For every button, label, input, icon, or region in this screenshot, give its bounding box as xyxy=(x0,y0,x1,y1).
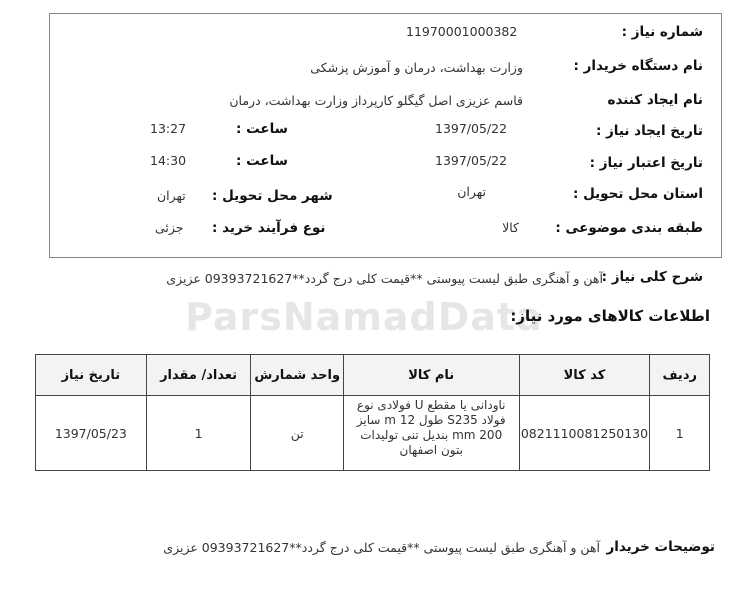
items-table xyxy=(35,354,710,471)
col-header-date: تاریخ نیاز xyxy=(36,355,147,396)
col-header-name: نام کالا xyxy=(343,355,519,396)
valid-time-value: 14:30 xyxy=(150,153,187,168)
summary-label: شرح کلی نیاز : xyxy=(601,269,703,285)
creator-label: نام ایجاد کننده xyxy=(607,92,703,108)
col-header-unit: واحد شمارش xyxy=(251,355,344,396)
valid-date-value: 1397/05/22 xyxy=(435,153,508,168)
cell-name: ناودانی یا مقطع U فولادی نوع فولاد S235 طول 12 m سایز 200 mm بندیل تنی تولیدات بتون اصفهان xyxy=(343,396,519,471)
cell-row-number: 1 xyxy=(650,396,710,471)
valid-time-label: ساعت : xyxy=(236,153,288,169)
creator-value: قاسم عزیزی اصل گیگلو کارپرداز وزارت بهداشت، درمان xyxy=(229,93,523,108)
buyer-value: وزارت بهداشت، درمان و آموزش پزشکی xyxy=(310,60,523,75)
created-time-value: 13:27 xyxy=(150,121,187,136)
need-number-value: 11970001000382 xyxy=(406,24,518,39)
cell-qty: 1 xyxy=(146,396,251,471)
items-section-title: اطلاعات کالاهای مورد نیاز: xyxy=(510,307,710,325)
category-label: طبقه بندی موضوعی : xyxy=(555,220,703,236)
buyer-label: نام دستگاه خریدار : xyxy=(573,58,703,74)
created-date-value: 1397/05/22 xyxy=(435,121,508,136)
cell-unit: تن xyxy=(251,396,344,471)
process-value: جزئی xyxy=(155,220,184,235)
col-header-qty: تعداد/ مقدار xyxy=(146,355,251,396)
process-label: نوع فرآیند خرید : xyxy=(212,220,326,236)
buyer-notes-label: توضیحات خریدار xyxy=(606,539,715,555)
valid-date-label: تاریخ اعتبار نیاز : xyxy=(589,155,703,171)
watermark-logo: ParsNamadData xyxy=(185,295,543,339)
need-number-label: شماره نیاز : xyxy=(621,24,703,40)
created-time-label: ساعت : xyxy=(236,121,288,137)
created-date-label: تاریخ ایجاد نیاز : xyxy=(595,123,703,139)
col-header-code: کد کالا xyxy=(519,355,650,396)
buyer-notes-value: آهن و آهنگری طبق لیست پیوستی **قیمت کلی درج گردد**09393721627 عزیزی xyxy=(163,540,600,555)
city-value: تهران xyxy=(157,188,186,203)
cell-date: 1397/05/23 xyxy=(36,396,147,471)
province-value: تهران xyxy=(457,184,486,199)
city-label: شهر محل تحویل : xyxy=(212,188,333,204)
category-value: کالا xyxy=(502,220,519,235)
table-header-row xyxy=(36,355,710,396)
table-row xyxy=(36,396,710,471)
summary-value: آهن و آهنگری طبق لیست پیوستی **قیمت کلی درج گردد**09393721627 عزیزی xyxy=(166,271,603,286)
province-label: استان محل تحویل : xyxy=(572,186,703,202)
cell-code: 0821110081250130 xyxy=(519,396,650,471)
col-header-row-number: ردیف xyxy=(650,355,710,396)
